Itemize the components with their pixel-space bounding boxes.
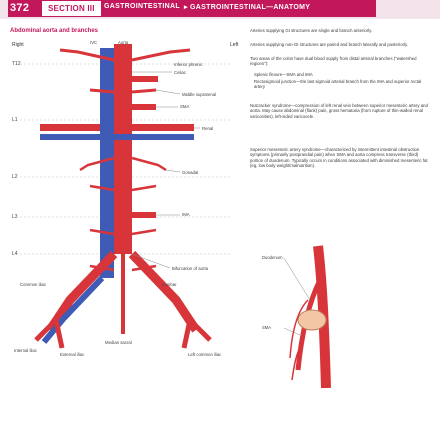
inset-sma-label: SMA bbox=[262, 325, 272, 330]
right-side-label: Right bbox=[12, 42, 24, 48]
gonadal-label: Gonadal bbox=[182, 170, 199, 175]
text-block-splenic-flexure: Splenic flexure—SMA and IMA bbox=[254, 72, 313, 77]
left-gonadal bbox=[132, 158, 166, 170]
text-block-watershed: Two areas of the colon have dual blood supply from distal arterial branches ("watershed regions"): bbox=[250, 56, 417, 67]
chapter-label: GASTROINTESTINAL bbox=[104, 3, 180, 10]
aorta-vessel bbox=[114, 44, 132, 254]
lumbar-label: Lumbar bbox=[162, 282, 177, 287]
sma-branch bbox=[132, 104, 156, 110]
text-block-gi-arteries: Arteries supplying GI structures are single and branch anteriorly. bbox=[250, 28, 373, 33]
renal-label: Renal bbox=[202, 126, 214, 131]
common-iliac-label: Common iliac bbox=[20, 282, 47, 287]
level-l1: L1 bbox=[12, 117, 18, 123]
internal-iliac-label: Internal iliac bbox=[14, 348, 37, 353]
external-iliac-label: External iliac bbox=[60, 352, 85, 357]
aorta-top-label: Aorta bbox=[118, 40, 129, 45]
ima-branch bbox=[132, 212, 156, 218]
left-middle-suprarenal bbox=[132, 90, 156, 92]
inset-duodenum bbox=[298, 310, 326, 330]
left-common-iliac-label: Left common iliac bbox=[188, 352, 222, 357]
left-external-iliac bbox=[184, 320, 190, 348]
right-common-iliac-vein bbox=[44, 278, 102, 342]
text-block-sma-syndrome: Superior mesenteric artery syndrome—characterized by intermittent intestinal obstruction symptoms (primarily postprandial pain) when SMA and aorta compress transverse (third) portion of duodenum. Typically occurs in conditions associated with diminished mesenteric fat (eg, low body weight/malnutrition). bbox=[250, 147, 428, 168]
level-t12: T12 bbox=[12, 61, 21, 67]
sma-syndrome-inset bbox=[280, 240, 360, 390]
celiac-label: Celiac bbox=[174, 70, 186, 75]
text-block-non-gi-arteries: Arteries supplying non-GI structures are paired and branch laterally and posteriorly. bbox=[250, 42, 409, 47]
level-l2: L2 bbox=[12, 174, 18, 180]
text-block-nutcracker: Nutcracker syndrome—compression of left renal vein between superior mesenteric artery and aorta. May cause abdominal (flank) pain, gross hematuria (from rupture of thin-walled renal varicosities), left-sided varicocele. bbox=[250, 103, 428, 119]
right-renal-vein bbox=[40, 134, 100, 140]
section-label: SECTION III bbox=[42, 1, 101, 16]
left-renal-artery bbox=[132, 124, 194, 131]
right-middle-suprarenal bbox=[90, 90, 114, 92]
median-sacral bbox=[121, 254, 125, 334]
right-renal-artery bbox=[40, 124, 100, 131]
median-sacral-label: Median sacral bbox=[105, 340, 132, 345]
celiac-trunk bbox=[132, 76, 158, 82]
figure-title: Abdominal aorta and branches bbox=[10, 28, 99, 34]
left-inferior-phrenic bbox=[132, 50, 190, 60]
text-block-rectosigmoid: Rectosigmoid junction—the last sigmoid arterial branch from the IMA and superior rectal artery bbox=[254, 79, 422, 90]
ima-label: IMA bbox=[182, 212, 190, 217]
ivc-vessel bbox=[100, 48, 114, 278]
inferior-phrenic-label: Inferior phrenic bbox=[174, 62, 203, 67]
page-number: 372 bbox=[10, 2, 30, 14]
level-l3: L3 bbox=[12, 214, 18, 220]
bifurcation-label: Bifurcation of aorta bbox=[172, 266, 209, 271]
middle-suprarenal-label: Middle suprarenal bbox=[182, 92, 217, 97]
ivc-top-label: IVC bbox=[90, 40, 98, 45]
left-side-label: Left bbox=[230, 42, 239, 48]
sma-label: SMA bbox=[180, 104, 190, 109]
inset-duodenum-label: Duodenum bbox=[262, 255, 283, 260]
level-l4: L4 bbox=[12, 251, 18, 257]
breadcrumb: ▸ GASTROINTESTINAL—ANATOMY bbox=[184, 4, 311, 11]
left-renal-vein bbox=[114, 134, 194, 140]
